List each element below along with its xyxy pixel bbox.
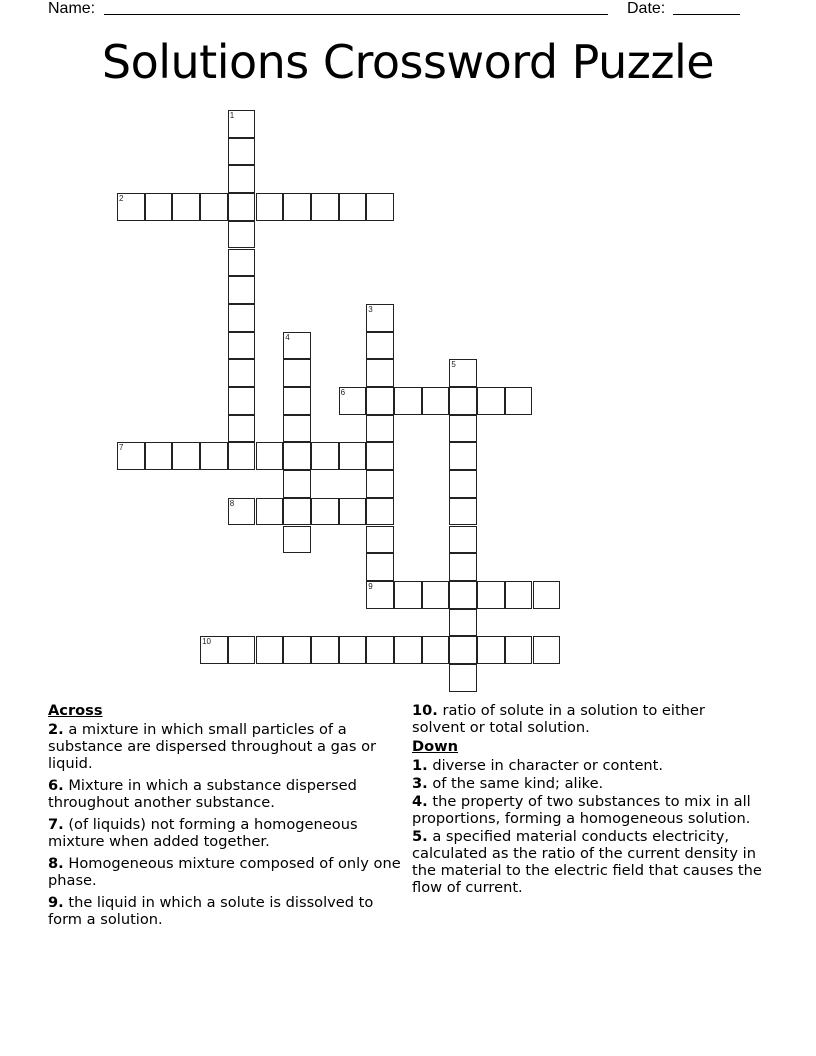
grid-cell[interactable]	[394, 636, 422, 664]
grid-cell[interactable]	[422, 387, 450, 415]
across-heading: Across	[48, 702, 103, 719]
grid-cell[interactable]	[366, 498, 394, 526]
grid-cell[interactable]	[200, 636, 228, 664]
grid-cell[interactable]	[422, 581, 450, 609]
grid-cell[interactable]	[533, 581, 561, 609]
grid-cell[interactable]	[366, 415, 394, 443]
grid-cell[interactable]	[366, 526, 394, 554]
grid-cell[interactable]	[449, 553, 477, 581]
grid-cell[interactable]	[311, 442, 339, 470]
clue-across-8: 8. Homogeneous mixture composed of only one phase.	[48, 855, 401, 889]
grid-cell[interactable]	[117, 442, 145, 470]
grid-cell[interactable]	[200, 442, 228, 470]
grid-cell[interactable]	[172, 442, 200, 470]
grid-cell[interactable]	[117, 193, 145, 221]
grid-cell[interactable]	[339, 193, 367, 221]
grid-cell[interactable]	[228, 304, 256, 332]
grid-cell[interactable]	[449, 526, 477, 554]
grid-cell[interactable]	[339, 636, 367, 664]
grid-cell[interactable]	[449, 470, 477, 498]
grid-cell[interactable]	[366, 304, 394, 332]
cell-number: 10	[202, 637, 211, 647]
grid-cell[interactable]	[366, 359, 394, 387]
grid-cell[interactable]	[283, 359, 311, 387]
clue-across-6: 6. Mixture in which a substance dispersed throughout another substance.	[48, 777, 357, 811]
grid-cell[interactable]	[449, 387, 477, 415]
page-title: Solutions Crossword Puzzle	[101, 35, 715, 89]
grid-cell[interactable]	[256, 498, 284, 526]
clue-across-9: 9. the liquid in which a solute is dissolved to form a solution.	[48, 894, 374, 928]
grid-cell[interactable]	[228, 110, 256, 138]
grid-cell[interactable]	[145, 193, 173, 221]
grid-cell[interactable]	[366, 193, 394, 221]
cell-number: 9	[368, 581, 373, 591]
grid-cell[interactable]	[366, 581, 394, 609]
cell-number: 7	[119, 443, 124, 453]
grid-cell[interactable]	[394, 581, 422, 609]
grid-cell[interactable]	[477, 636, 505, 664]
grid-cell[interactable]	[449, 442, 477, 470]
grid-cell[interactable]	[283, 498, 311, 526]
grid-cell[interactable]	[228, 359, 256, 387]
grid-cell[interactable]	[200, 193, 228, 221]
grid-cell[interactable]	[339, 498, 367, 526]
grid-cell[interactable]	[449, 664, 477, 692]
grid-cell[interactable]	[283, 332, 311, 360]
clues-left-column	[48, 702, 408, 933]
grid-cell[interactable]	[256, 442, 284, 470]
cell-number: 6	[340, 388, 346, 397]
grid-cell[interactable]	[449, 359, 477, 387]
grid-cell[interactable]	[449, 581, 477, 609]
clues-right-column	[412, 702, 762, 901]
grid-cell[interactable]	[228, 193, 256, 221]
grid-cell[interactable]	[228, 165, 256, 193]
clue-down-1: 1. diverse in character or content.	[412, 757, 664, 774]
clue-across-10: 10. ratio of solute in a solution to either solvent or total solution.	[412, 702, 705, 736]
grid-cell[interactable]	[228, 415, 256, 443]
clue-down-4: 4. the property of two substances to mix in all proportions, forming a homogeneous solution.	[412, 793, 751, 827]
cell-number: 2	[119, 194, 124, 204]
grid-cell[interactable]	[228, 276, 256, 304]
grid-cell[interactable]	[228, 498, 256, 526]
grid-cell[interactable]	[477, 387, 505, 415]
grid-cell[interactable]	[366, 442, 394, 470]
grid-cell[interactable]	[311, 193, 339, 221]
grid-cell[interactable]	[228, 332, 256, 360]
cell-number: 5	[451, 360, 456, 370]
grid-cell[interactable]	[256, 193, 284, 221]
grid-cell[interactable]	[449, 415, 477, 443]
cell-number: 3	[368, 304, 373, 314]
grid-cell[interactable]	[449, 498, 477, 526]
grid-cell[interactable]	[505, 636, 533, 664]
clue-across-7: 7. (of liquids) not forming a homogeneous mixture when added together.	[48, 816, 358, 850]
grid-cell[interactable]	[477, 581, 505, 609]
grid-cell[interactable]	[339, 442, 367, 470]
grid-cell[interactable]	[422, 636, 450, 664]
grid-cell[interactable]	[283, 442, 311, 470]
grid-cell[interactable]	[283, 470, 311, 498]
grid-cell[interactable]	[366, 387, 394, 415]
date-label: Date:	[627, 0, 666, 17]
grid-cell[interactable]	[311, 636, 339, 664]
name-label: Name:	[48, 0, 96, 17]
grid-cell[interactable]	[505, 387, 533, 415]
clue-down-5: 5. a specified material conducts electricity, calculated as the ratio of the current density in the material to the electric field that causes the flow of current.	[412, 828, 762, 896]
clue-down-3: 3. of the same kind; alike.	[412, 775, 604, 792]
grid-cell[interactable]	[339, 387, 367, 415]
grid-cell[interactable]	[311, 498, 339, 526]
grid-cell[interactable]	[145, 442, 173, 470]
grid-cell[interactable]	[228, 387, 256, 415]
grid-cell[interactable]	[228, 221, 256, 249]
grid-cell[interactable]	[283, 526, 311, 554]
grid-cell[interactable]	[394, 387, 422, 415]
grid-cell[interactable]	[366, 332, 394, 360]
grid-cell[interactable]	[283, 636, 311, 664]
grid-cell[interactable]	[228, 636, 256, 664]
grid-cell[interactable]	[283, 193, 311, 221]
grid-cell[interactable]	[256, 636, 284, 664]
grid-cell[interactable]	[366, 636, 394, 664]
grid-cell[interactable]	[505, 581, 533, 609]
cell-number: 1	[229, 111, 235, 120]
cell-number: 4	[285, 332, 290, 342]
grid-cell[interactable]	[228, 138, 256, 166]
grid-cell[interactable]	[283, 415, 311, 443]
cell-number: 8	[229, 498, 235, 508]
grid-cell[interactable]	[366, 470, 394, 498]
clue-across-2: 2. a mixture in which small particles of a substance are dispersed throughout a gas or liquid.	[48, 721, 377, 772]
grid-cell[interactable]	[228, 249, 256, 277]
grid-cell[interactable]	[283, 387, 311, 415]
grid-cell[interactable]	[533, 636, 561, 664]
grid-cell[interactable]	[449, 609, 477, 637]
grid-cell[interactable]	[228, 442, 256, 470]
grid-cell[interactable]	[449, 636, 477, 664]
grid-cell[interactable]	[172, 193, 200, 221]
down-heading: Down	[412, 738, 459, 755]
grid-cell[interactable]	[366, 553, 394, 581]
